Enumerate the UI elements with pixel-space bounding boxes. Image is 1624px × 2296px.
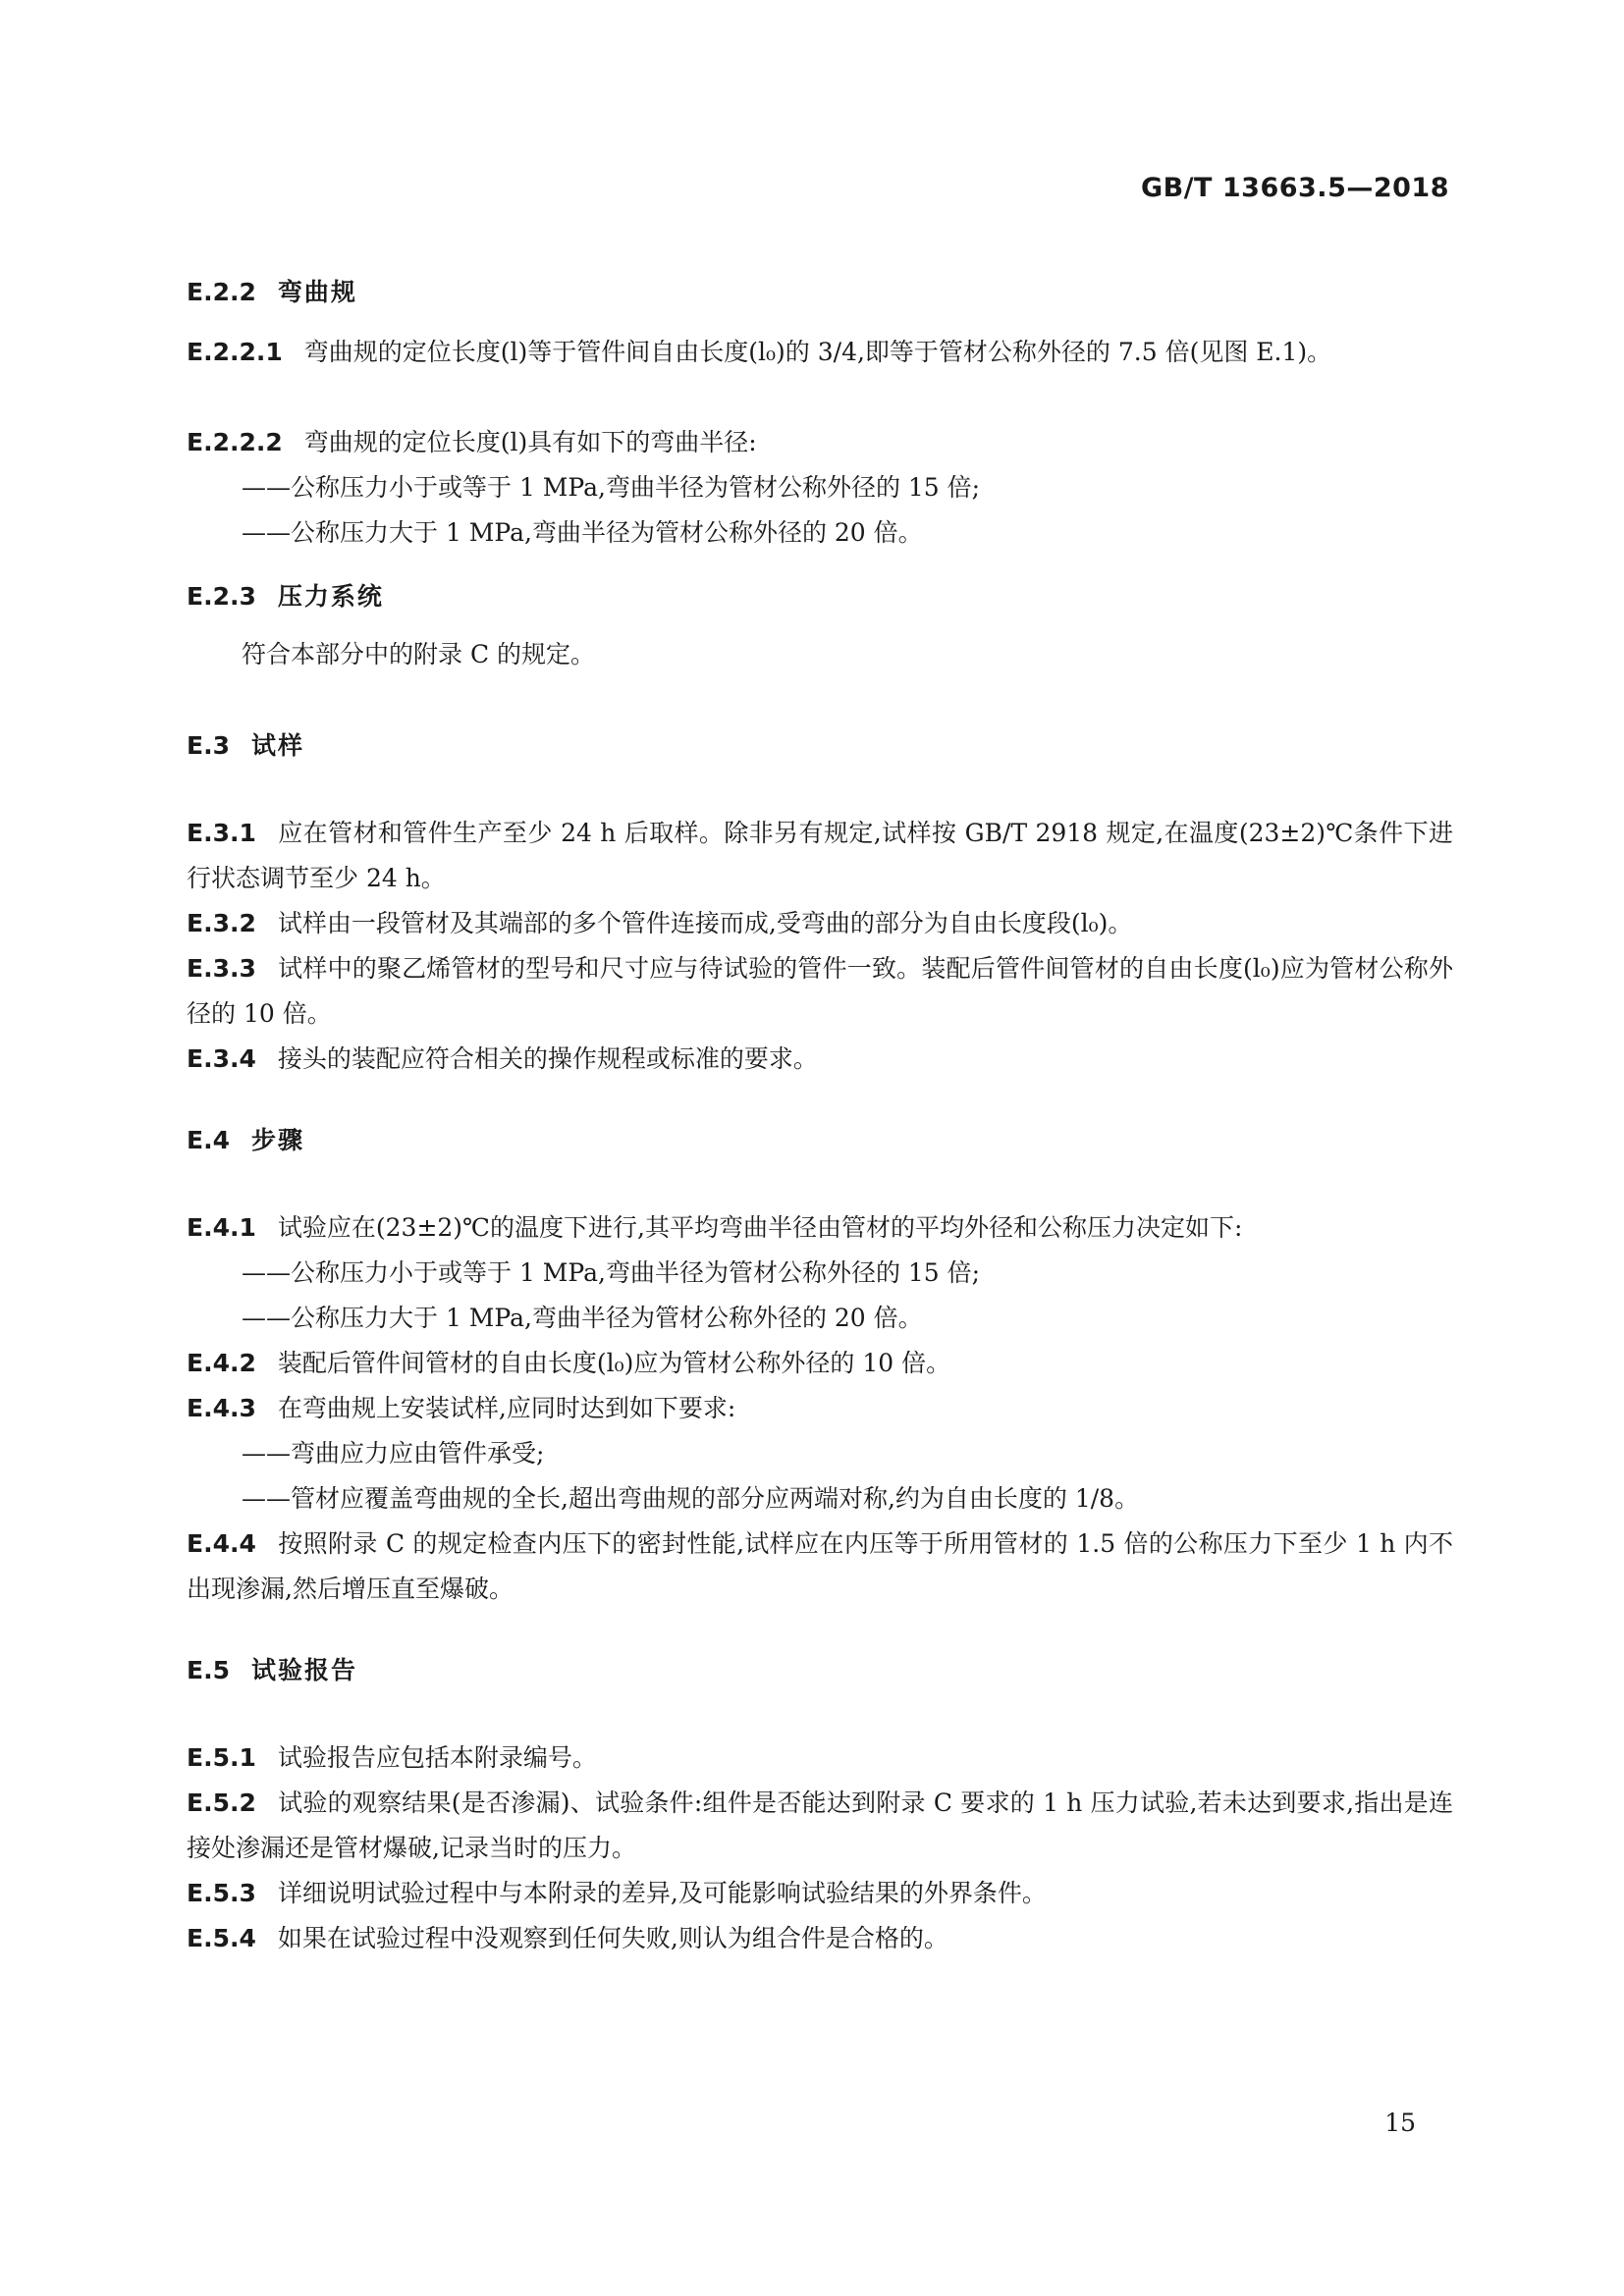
clause-number: E.5.4 [187,1924,256,1952]
clause-e4-3 [187,1386,1453,1431]
list-item: ——公称压力小于或等于 1 MPa,弯曲半径为管材公称外径的 15 倍; [242,1258,981,1287]
clause-e4-4 [187,1522,1453,1612]
heading-number: E.5 [187,1656,230,1684]
heading-title: 弯曲规 [277,278,357,306]
heading-title: 压力系统 [277,582,384,611]
clause-text: 在弯曲规上安装试样,应同时达到如下要求: [277,1394,736,1422]
clause-text: 应在管材和管件生产至少 24 h 后取样。除非另有规定,试样按 GB/T 2918 规定,在温度(23±2)℃条件下进行状态调节至少 24 h。 [187,819,1453,892]
heading-e2-3 [187,577,384,613]
clause-e4-2 [187,1341,1453,1386]
clause-number: E.3.4 [187,1044,256,1073]
clause-e3-3 [187,946,1453,1037]
clause-number: E.5.1 [187,1743,256,1772]
heading-title: 试样 [250,731,304,760]
list-item: ——管材应覆盖弯曲规的全长,超出弯曲规的部分应两端对称,约为自由长度的 1/8。 [242,1484,1140,1513]
heading-number: E.4 [187,1126,230,1154]
clause-text: 详细说明试验过程中与本附录的差异,及可能影响试验结果的外界条件。 [277,1879,1047,1907]
heading-title: 步骤 [250,1126,304,1154]
clause-text: 符合本部分中的附录 C 的规定。 [242,640,596,668]
clause-number: E.4.3 [187,1394,256,1422]
heading-e5 [187,1651,357,1686]
clause-e3-4 [187,1037,1453,1082]
clause-number: E.2.2.1 [187,338,283,366]
clause-number: E.3.3 [187,954,256,983]
clause-text: 试样中的聚乙烯管材的型号和尺寸应与待试验的管件一致。装配后管件间管材的自由长度(l₀)应为管材公称外径的 10 倍。 [187,954,1453,1028]
clause-number: E.2.2.2 [187,428,283,456]
clause-text: 试验报告应包括本附录编号。 [277,1743,597,1772]
clause-text: 试验的观察结果(是否渗漏)、试验条件:组件是否能达到附录 C 要求的 1 h 压力试验,若未达到要求,指出是连接处渗漏还是管材爆破,记录当时的压力。 [187,1789,1453,1862]
heading-e3 [187,726,304,762]
list-item: ——公称压力大于 1 MPa,弯曲半径为管材公称外径的 20 倍。 [242,518,923,547]
heading-e2-2 [187,273,357,308]
clause-e5-1 [187,1735,1453,1781]
heading-number: E.3 [187,731,230,760]
clause-number: E.4.2 [187,1349,256,1377]
clause-e3-2 [187,901,1453,946]
heading-number: E.2.2 [187,278,256,306]
clause-text: 弯曲规的定位长度(l)等于管件间自由长度(l₀)的 3/4,即等于管材公称外径的 7.5 倍(见图 E.1)。 [303,338,1332,366]
clause-text: 如果在试验过程中没观察到任何失败,则认为组合件是合格的。 [277,1924,948,1952]
clause-e5-2 [187,1781,1453,1871]
list-item: ——公称压力大于 1 MPa,弯曲半径为管材公称外径的 20 倍。 [242,1304,923,1332]
clause-number: E.5.3 [187,1879,256,1907]
heading-e4 [187,1121,304,1156]
clause-e5-3 [187,1871,1453,1916]
clause-text: 试验应在(23±2)℃的温度下进行,其平均弯曲半径由管材的平均外径和公称压力决定如下: [277,1213,1243,1242]
clause-e4-1 [187,1205,1453,1251]
page-number: 15 [1384,2109,1416,2137]
clause-e2-2-1 [187,330,1453,375]
clause-number: E.4.4 [187,1529,256,1558]
clause-text: 接头的装配应符合相关的操作规程或标准的要求。 [277,1044,818,1073]
clause-number: E.5.2 [187,1789,256,1817]
clause-e5-4 [187,1916,1453,1961]
clause-text: 装配后管件间管材的自由长度(l₀)应为管材公称外径的 10 倍。 [277,1349,951,1377]
list-item: ——公称压力小于或等于 1 MPa,弯曲半径为管材公称外径的 15 倍; [242,473,981,502]
clause-text: 弯曲规的定位长度(l)具有如下的弯曲半径: [303,428,757,456]
heading-title: 试验报告 [250,1656,357,1684]
clause-number: E.4.1 [187,1213,256,1242]
clause-text: 按照附录 C 的规定检查内压下的密封性能,试样应在内压等于所用管材的 1.5 倍的公称压力下至少 1 h 内不出现渗漏,然后增压直至爆破。 [187,1529,1453,1603]
standard-code: GB/T 13663.5—2018 [1140,173,1449,203]
heading-number: E.2.3 [187,582,256,611]
clause-number: E.3.1 [187,819,256,847]
clause-e3-1 [187,811,1453,901]
clause-e2-2-2 [187,420,1453,465]
list-item: ——弯曲应力应由管件承受; [242,1439,545,1468]
clause-text: 试样由一段管材及其端部的多个管件连接而成,受弯曲的部分为自由长度段(l₀)。 [277,909,1133,937]
clause-number: E.3.2 [187,909,256,937]
